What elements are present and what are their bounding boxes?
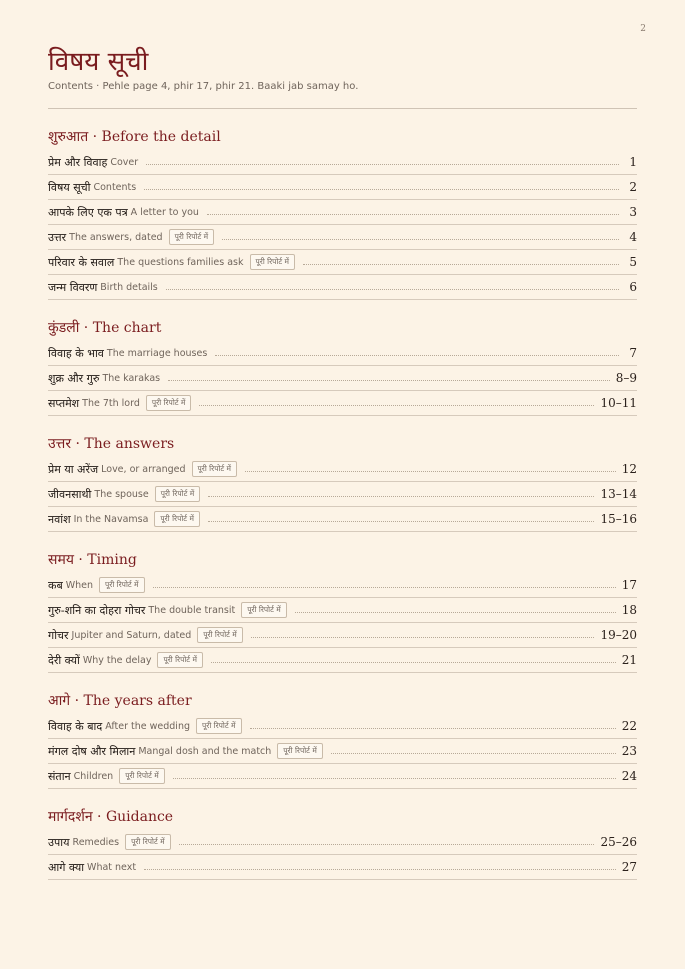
entry-title-hindi: नवांश — [48, 512, 71, 526]
entry-title-english: Jupiter and Saturn, dated — [71, 629, 192, 641]
entry-title-hindi: आगे क्या — [48, 860, 85, 874]
dot-leader — [199, 405, 594, 406]
entry-title-hindi: कब — [48, 578, 63, 592]
entry-title-english: In the Navamsa — [73, 513, 149, 525]
dot-leader — [144, 869, 616, 870]
toc-entry[interactable] — [48, 764, 637, 789]
full-report-badge: पूरी रिपोर्ट में — [119, 768, 165, 784]
entry-title-english: Love, or arranged — [101, 463, 186, 475]
toc-entry[interactable] — [48, 175, 637, 200]
table-of-contents — [48, 127, 637, 880]
entry-title-hindi: सप्तमेश — [48, 396, 80, 410]
entry-title-english: The spouse — [94, 488, 149, 500]
entry-title-hindi: संतान — [48, 769, 71, 783]
full-report-badge: पूरी रिपोर्ट में — [192, 461, 238, 477]
entry-title-hindi: आपके लिए एक पत्र — [48, 205, 128, 219]
dot-leader — [303, 264, 619, 265]
full-report-badge: पूरी रिपोर्ट में — [125, 834, 171, 850]
toc-entry[interactable] — [48, 830, 637, 855]
full-report-badge: पूरी रिपोर्ट में — [196, 718, 242, 734]
entry-title-hindi: देरी क्यों — [48, 653, 80, 667]
entry-title-english: The double transit — [148, 604, 236, 616]
toc-section — [48, 127, 637, 300]
dot-leader — [173, 778, 616, 779]
entry-title-english: Children — [73, 770, 114, 782]
entry-page-number: 13–14 — [600, 487, 637, 501]
dot-leader — [153, 587, 616, 588]
entry-title-hindi: परिवार के सवाल — [48, 255, 115, 269]
entry-page-number: 21 — [621, 653, 637, 667]
entry-title-hindi: प्रेम और विवाह — [48, 155, 108, 169]
entry-title-english: The 7th lord — [82, 397, 140, 409]
entry-title-english: What next — [87, 861, 137, 873]
dot-leader — [251, 637, 595, 638]
full-report-badge: पूरी रिपोर्ट में — [157, 652, 203, 668]
entry-title-hindi: जन्म विवरण — [48, 280, 98, 294]
entry-title-english: Cover — [110, 156, 139, 168]
entry-page-number: 22 — [621, 719, 637, 733]
dot-leader — [166, 289, 619, 290]
entry-page-number: 23 — [621, 744, 637, 758]
full-report-badge: पूरी रिपोर्ट में — [146, 395, 192, 411]
full-report-badge: पूरी रिपोर्ट में — [169, 229, 215, 245]
toc-section — [48, 807, 637, 880]
entry-title-english: Remedies — [72, 836, 120, 848]
toc-entry[interactable] — [48, 275, 637, 300]
entry-title-hindi: जीवनसाथी — [48, 487, 92, 501]
entry-title-hindi: विवाह के भाव — [48, 346, 104, 360]
entry-page-number: 24 — [621, 769, 637, 783]
dot-leader — [146, 164, 619, 165]
toc-entry[interactable] — [48, 855, 637, 880]
dot-leader — [250, 728, 616, 729]
entry-title-hindi: प्रेम या अरेंज — [48, 462, 99, 476]
entry-title-english: The marriage houses — [106, 347, 208, 359]
dot-leader — [168, 380, 610, 381]
entry-page-number: 7 — [629, 346, 637, 360]
toc-entry[interactable] — [48, 200, 637, 225]
contents-page — [48, 46, 637, 880]
section-title: कुंडली · The chart — [48, 320, 162, 336]
toc-entry[interactable] — [48, 150, 637, 175]
entry-title-english: Why the delay — [82, 654, 152, 666]
full-report-badge: पूरी रिपोर्ट में — [241, 602, 287, 618]
dot-leader — [295, 612, 616, 613]
toc-section — [48, 550, 637, 673]
toc-section — [48, 434, 637, 532]
entry-page-number: 1 — [629, 155, 637, 169]
dot-leader — [144, 189, 619, 190]
entry-title-hindi: उपाय — [48, 835, 70, 849]
entry-page-number: 3 — [629, 205, 637, 219]
toc-entry[interactable] — [48, 341, 637, 366]
entry-page-number: 8–9 — [615, 371, 637, 385]
section-title: उत्तर · The answers — [48, 436, 175, 452]
entry-page-number: 4 — [629, 230, 637, 244]
dot-leader — [207, 214, 619, 215]
dot-leader — [222, 239, 619, 240]
entry-title-hindi: शुक्र और गुरु — [48, 371, 100, 385]
entry-title-english: Birth details — [100, 281, 158, 293]
dot-leader — [208, 496, 594, 497]
entry-title-hindi: मंगल दोष और मिलान — [48, 744, 136, 758]
entry-page-number: 25–26 — [600, 835, 637, 849]
entry-title-english: Mangal dosh and the match — [138, 745, 272, 757]
toc-entry[interactable] — [48, 573, 637, 598]
page-title: विषय सूची — [48, 47, 149, 77]
entry-page-number: 12 — [621, 462, 637, 476]
entry-page-number: 18 — [621, 603, 637, 617]
toc-entry[interactable] — [48, 739, 637, 764]
entry-page-number: 19–20 — [600, 628, 637, 642]
entry-page-number: 17 — [621, 578, 637, 592]
toc-entry[interactable] — [48, 598, 637, 623]
entry-page-number: 15–16 — [600, 512, 637, 526]
entry-title-english: A letter to you — [130, 206, 199, 218]
entry-title-hindi: गोचर — [48, 628, 69, 642]
entry-title-english: The questions families ask — [117, 256, 244, 268]
full-report-badge: पूरी रिपोर्ट में — [99, 577, 145, 593]
section-title: समय · Timing — [48, 552, 137, 568]
dot-leader — [208, 521, 595, 522]
toc-entry[interactable] — [48, 648, 637, 673]
entry-title-english: The karakas — [102, 372, 161, 384]
toc-entry[interactable] — [48, 507, 637, 532]
entry-title-hindi: विषय सूची — [48, 180, 91, 194]
page-subtitle: Contents · Pehle page 4, phir 17, phir 21. Baaki jab samay ho. — [48, 81, 359, 92]
dot-leader — [179, 844, 595, 845]
dot-leader — [331, 753, 616, 754]
full-report-badge: पूरी रिपोर्ट में — [277, 743, 323, 759]
section-title: मार्गदर्शन · Guidance — [48, 809, 174, 825]
section-title: आगे · The years after — [48, 693, 192, 709]
entry-page-number: 27 — [621, 860, 637, 874]
entry-page-number: 6 — [629, 280, 637, 294]
entry-page-number: 2 — [629, 180, 637, 194]
toc-entry[interactable] — [48, 225, 637, 250]
toc-entry[interactable] — [48, 714, 637, 739]
toc-section — [48, 691, 637, 789]
entry-page-number: 10–11 — [600, 396, 637, 410]
full-report-badge: पूरी रिपोर्ट में — [197, 627, 243, 643]
divider — [48, 108, 637, 109]
toc-entry[interactable] — [48, 457, 637, 482]
toc-section — [48, 318, 637, 416]
toc-entry[interactable] — [48, 366, 637, 391]
entry-title-english: After the wedding — [105, 720, 190, 732]
entry-title-english: Contents — [93, 181, 137, 193]
dot-leader — [245, 471, 616, 472]
full-report-badge: पूरी रिपोर्ट में — [154, 511, 200, 527]
dot-leader — [215, 355, 619, 356]
section-title: शुरुआत · Before the detail — [48, 129, 221, 145]
entry-title-english: The answers, dated — [69, 231, 163, 243]
page-number: 2 — [640, 24, 646, 34]
entry-page-number: 5 — [629, 255, 637, 269]
full-report-badge: पूरी रिपोर्ट में — [250, 254, 296, 270]
toc-entry[interactable] — [48, 482, 637, 507]
entry-title-english: When — [65, 579, 94, 591]
entry-title-hindi: विवाह के बाद — [48, 719, 103, 733]
entry-title-hindi: उत्तर — [48, 230, 67, 244]
entry-title-hindi: गुरु-शनि का दोहरा गोचर — [48, 603, 146, 617]
toc-entry[interactable] — [48, 623, 637, 648]
toc-entry[interactable] — [48, 391, 637, 416]
toc-entry[interactable] — [48, 250, 637, 275]
full-report-badge: पूरी रिपोर्ट में — [155, 486, 201, 502]
dot-leader — [211, 662, 616, 663]
